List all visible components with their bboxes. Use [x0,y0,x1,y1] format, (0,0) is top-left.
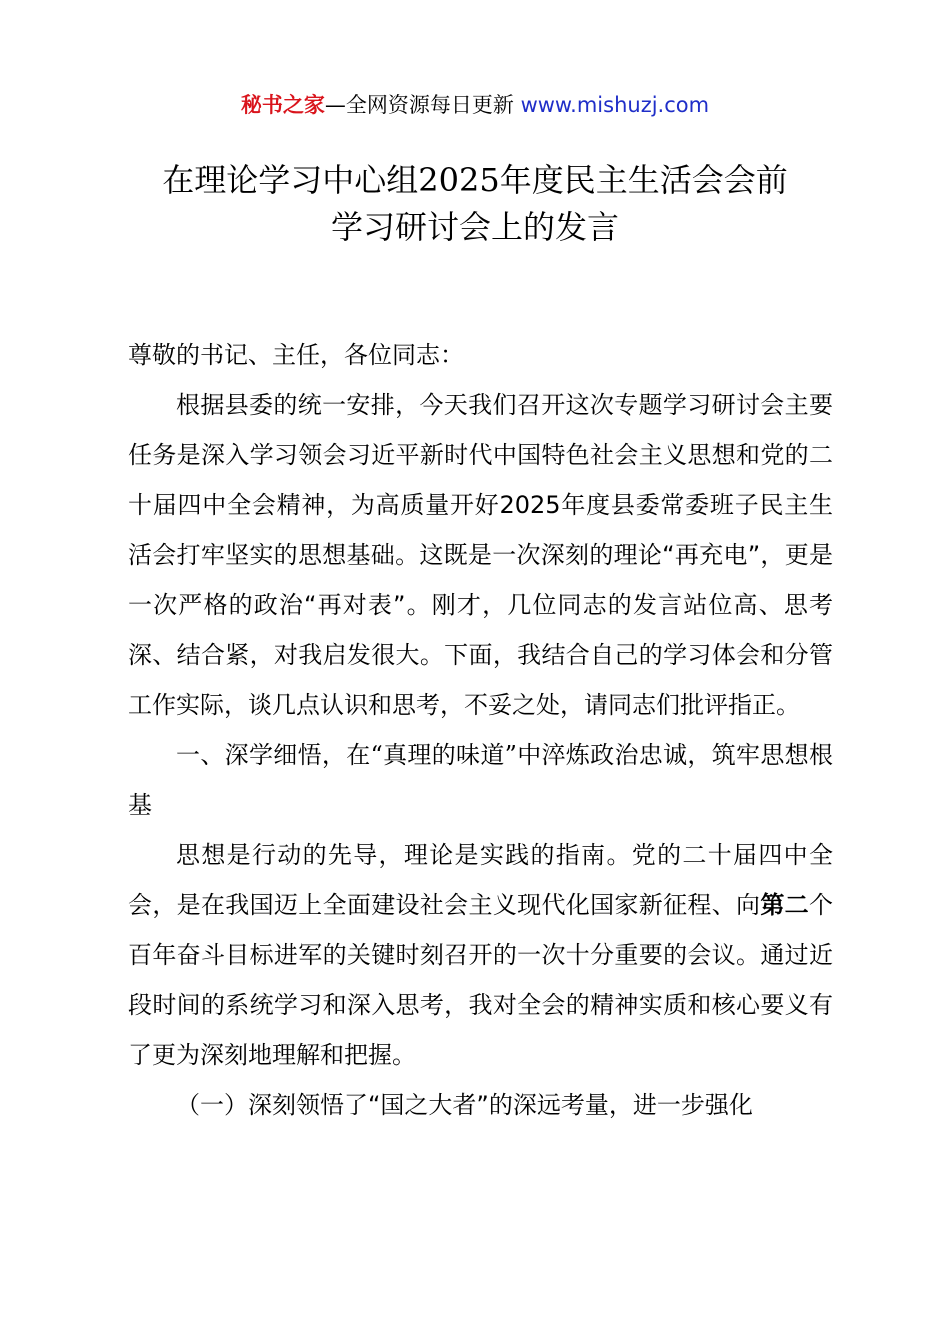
paragraph-2-start: 思想是行动的先导，理论是实践的指南。党的二十届四中全会，是在我国迈上全面建设社会主义现代化国家新征程、向 [128,841,833,919]
site-url-link[interactable]: www.mishuzj.com [520,93,710,117]
document-body [128,330,833,1130]
header-slogan: —全网资源每日更新 [324,93,521,117]
document-title [0,157,950,251]
paragraph-2-end: 个百年奋斗目标进军的关键时刻召开的一次十分重要的会议。通过近段时间的系统学习和深入思考，我对全会的精神实质和核心要义有了更为深刻地理解和把握。 [128,891,834,1069]
site-header [0,90,950,120]
title-line-1: 在理论学习中心组2025年度民主生活会会前 [162,161,788,199]
salutation: 尊敬的书记、主任，各位同志： [128,341,464,369]
subheading-1: （一）深刻领悟了“国之大者”的深远考量，进一步强化 [176,1091,753,1119]
section-heading-1: 一、深学细悟，在“真理的味道”中淬炼政治忠诚，筑牢思想根基 [128,741,833,819]
intro-paragraph: 根据县委的统一安排，今天我们召开这次专题学习研讨会主要任务是深入学习领会习近平新时代中国特色社会主义思想和党的二十届四中全会精神，为高质量开好2025年度县委常委班子民主生活会打牢坚实的思想基础。这既是一次深刻的理论“再充电”，更是一次严格的政治“再对表”。刚才，几位同志的发言站位高、思考深、结合紧，对我启发很大。下面，我结合自己的学习体会和分管工作实际，谈几点认识和思考，不妥之处，请同志们批评指正。 [128,391,833,719]
brand-name: 秘书之家 [240,93,325,117]
paragraph-2-bold: 第二 [760,891,810,919]
title-line-2: 学习研讨会上的发言 [330,208,619,246]
paragraph-2 [128,830,833,1080]
